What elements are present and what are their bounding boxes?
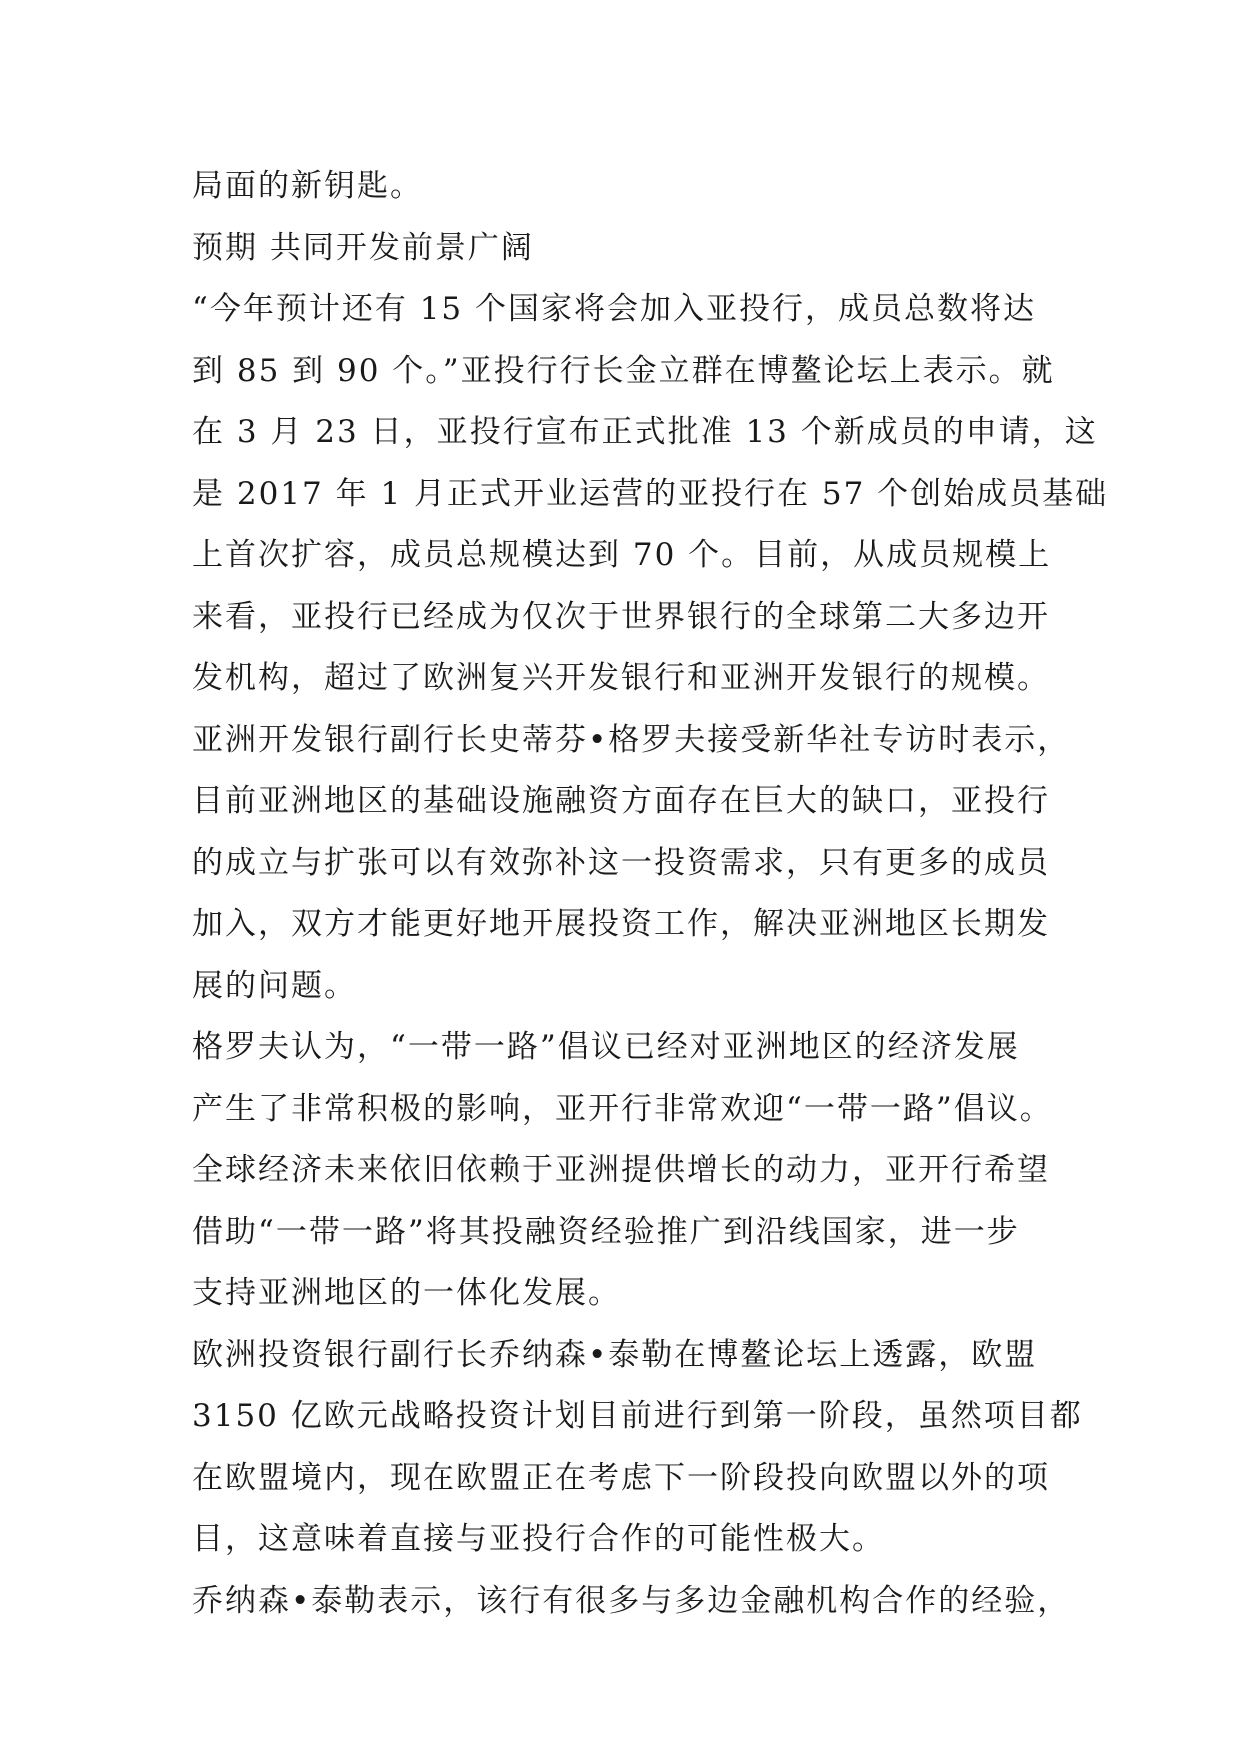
text-line: 支持亚洲地区的一体化发展。 bbox=[192, 1275, 621, 1311]
text-line: 全球经济未来依旧依赖于亚洲提供增长的动力，亚开行希望 bbox=[192, 1152, 1050, 1188]
text-line: 发机构，超过了欧洲复兴开发银行和亚洲开发银行的规模。 bbox=[192, 660, 1050, 696]
text-line: 局面的新钥匙。 bbox=[192, 168, 423, 204]
text-line: 乔纳森•泰勒表示，该行有很多与多边金融机构合作的经验， bbox=[192, 1582, 1071, 1619]
text-line: 加入，双方才能更好地开展投资工作，解决亚洲地区长期发 bbox=[192, 906, 1050, 942]
text-line: “今年预计还有 15 个国家将会加入亚投行，成员总数将达 bbox=[192, 291, 1036, 327]
text-line: 在欧盟境内，现在欧盟正在考虑下一阶段投向欧盟以外的项 bbox=[192, 1459, 1050, 1496]
text-line: 欧洲投资银行副行长乔纳森•泰勒在博鳌论坛上透露，欧盟 bbox=[192, 1336, 1038, 1373]
text-line: 的成立与扩张可以有效弥补这一投资需求，只有更多的成员 bbox=[192, 844, 1050, 881]
text-line: 展的问题。 bbox=[192, 967, 357, 1004]
text-line: 产生了非常积极的影响，亚开行非常欢迎“一带一路”倡议。 bbox=[192, 1090, 1053, 1127]
text-line: 目前亚洲地区的基础设施融资方面存在巨大的缺口，亚投行 bbox=[192, 783, 1050, 819]
text-line: 是 2017 年 1 月正式开业运营的亚投行在 57 个创始成员基础 bbox=[192, 475, 1109, 512]
section-heading: 预期 共同开发前景广阔 bbox=[192, 229, 534, 266]
text-line: 亚洲开发银行副行长史蒂芬•格罗夫接受新华社专访时表示， bbox=[192, 721, 1071, 758]
text-line: 3150 亿欧元战略投资计划目前进行到第一阶段，虽然项目都 bbox=[192, 1398, 1083, 1434]
text-line: 在 3 月 23 日，亚投行宣布正式批准 13 个新成员的申请，这 bbox=[192, 414, 1098, 450]
text-line: 格罗夫认为，“一带一路”倡议已经对亚洲地区的经济发展 bbox=[192, 1029, 1020, 1065]
text-line: 借助“一带一路”将其投融资经验推广到沿线国家，进一步 bbox=[192, 1213, 1020, 1250]
text-line: 到 85 到 90 个。”亚投行行长金立群在博鳌论坛上表示。就 bbox=[192, 352, 1055, 389]
document-body bbox=[192, 156, 1109, 1632]
text-line: 上首次扩容，成员总规模达到 70 个。目前，从成员规模上 bbox=[192, 537, 1052, 573]
text-line: 目，这意味着直接与亚投行合作的可能性极大。 bbox=[192, 1521, 885, 1557]
text-line: 来看，亚投行已经成为仅次于世界银行的全球第二大多边开 bbox=[192, 598, 1050, 635]
